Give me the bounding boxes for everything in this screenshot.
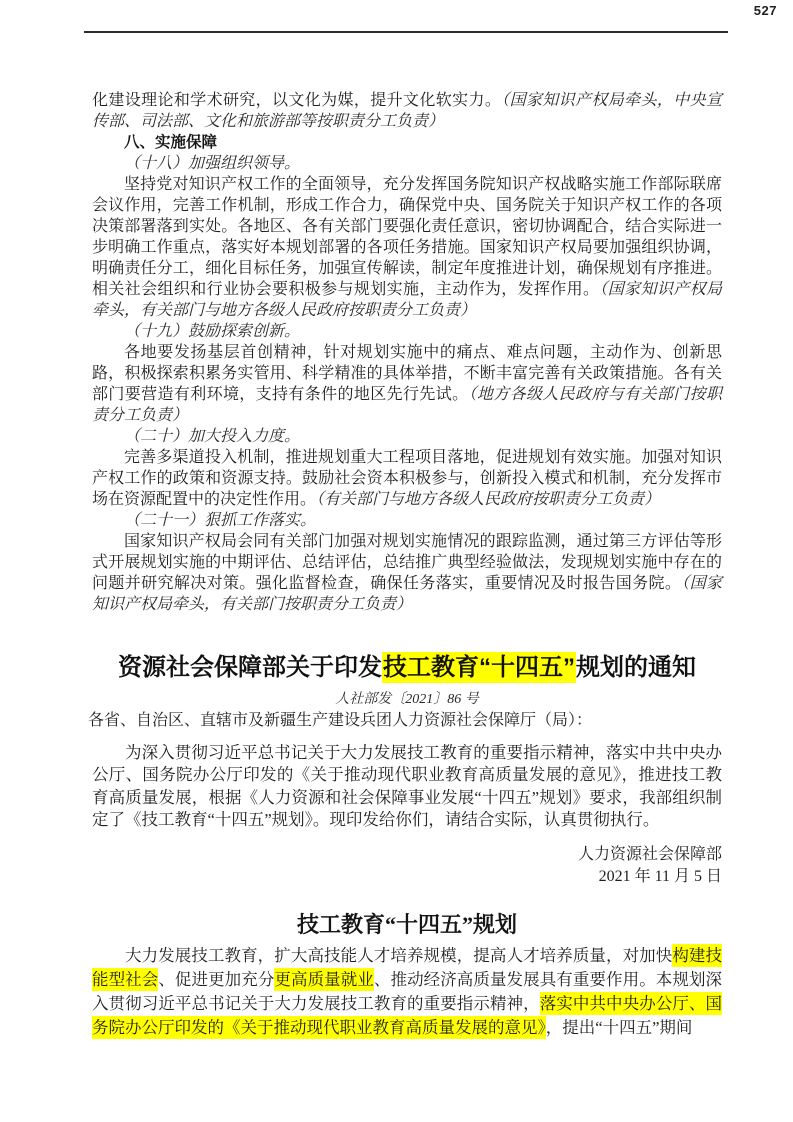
plan-intro-segment: 、推动经济高质量发展具有重要作用。本规划深入贯彻习近平总书记关于大力发展技工教育的重要指示精神， bbox=[92, 970, 723, 1013]
notice-title-pre: 资源社会保障部关于印发 bbox=[118, 654, 382, 681]
highlight-segment: 落实中共中央办公厅、国务院办公厅印发的《关于推动现代职业教育高质量发展的意见》 bbox=[92, 994, 723, 1037]
paragraph-20 bbox=[92, 447, 722, 510]
subsection-heading-20: （二十）加大投入力度。 bbox=[124, 428, 301, 445]
ipr-plan-continuation bbox=[92, 90, 722, 615]
salutation: 各省、自治区、直辖市及新疆生产建设兵团人力资源社会保障厅（局）： bbox=[88, 712, 593, 729]
plan-intro-paragraph bbox=[92, 944, 722, 1040]
paragraph-19-text: 各地要发扬基层首创精神，针对规划实施中的痛点、难点问题，主动作为、创新思路，积极探索积累务实管用、科学精准的具体举措，不断丰富完善有关政策措施。各有关部门要营造有利环境，支持有条件的地区先行先试。 bbox=[92, 344, 722, 403]
paragraph-20-text: 完善多渠道投入机制，推进规划重大工程项目落地，促进规划有效实施。加强对知识产权工作的政策和资源支持。鼓励社会资本积极参与，创新投入模式和机制，充分发挥市场在资源配置中的决定性作用。 bbox=[92, 449, 722, 508]
responsibility-attribution: （国家知识产权局牵头，中央宣传部、司法部、文化和旅游部等按职责分工负责） bbox=[92, 92, 722, 130]
plan-intro-segment: 、促进更加充分 bbox=[158, 970, 275, 989]
section-heading-8 bbox=[92, 132, 722, 153]
paragraph-culture-text: 化建设理论和学术研究，以文化为媒，提升文化软实力。 bbox=[92, 92, 502, 109]
highlight-segment: 更高质量就业 bbox=[274, 970, 374, 989]
header-rule bbox=[84, 31, 728, 33]
highlight-segment: 构建技能型社会 bbox=[92, 946, 723, 989]
plan-title: 技工教育“十四五”规划 bbox=[296, 912, 517, 937]
subsection-heading-21: （二十一）狠抓工作落实。 bbox=[124, 512, 317, 529]
paragraph-21-text: 国家知识产权局会同有关部门加强对规划实施情况的跟踪监测，通过第三方评估等形式开展规划实施的中期评估、总结评估，总结推广典型经验做法，发现规划实施中存在的问题并研究解决对策。强化监督检查，确保任务落实，重要情况及时报告国务院。 bbox=[92, 533, 722, 592]
paragraph-18 bbox=[92, 174, 722, 321]
page-number: 527 bbox=[753, 3, 777, 18]
responsibility-attribution: （有关部门与地方各级人民政府按职责分工负责） bbox=[316, 491, 661, 508]
document-number: 人社部发〔2021〕86 号 bbox=[335, 692, 479, 707]
signature-block bbox=[92, 844, 722, 888]
paragraph-18-text: 坚持党对知识产权工作的全面领导，充分发挥国务院知识产权战略实施工作部际联席会议作用，完善工作机制，形成工作合力，确保党中央、国务院关于知识产权工作的各项决策部署落到实处。各地区、各有关部门要强化责任意识，密切协调配合，结合实际进一步明确工作重点，落实好本规划部署的各项任务措施。国家知识产权局要加强组织协调，明确责任分工，细化目标任务，加强宣传解读，制定年度推进计划，确保规划有序推进。相关社会组织和行业协会要积极参与规划实施，主动作为，发挥作用。 bbox=[92, 176, 722, 298]
responsibility-attribution: （国家知识产权局牵头，有关部门按职责分工负责） bbox=[92, 575, 722, 613]
notice-title-post: 规划的通知 bbox=[576, 654, 696, 681]
plan-intro-segment: 大力发展技工教育，扩大高技能人才培养规模，提高人才培养质量，对加快 bbox=[125, 946, 673, 965]
responsibility-attribution: （地方各级人民政府与有关部门按职责分工负责） bbox=[92, 386, 722, 424]
subsection-heading-19: （十九）鼓励探索创新。 bbox=[124, 323, 301, 340]
notice-title-highlight: 技工教育“十四五” bbox=[383, 654, 575, 681]
subsection-heading-18: （十八）加强组织领导。 bbox=[124, 155, 301, 172]
responsibility-attribution: （国家知识产权局牵头，有关部门与地方各级人民政府按职责分工负责） bbox=[92, 281, 722, 319]
paragraph-21 bbox=[92, 531, 722, 615]
issuer-signature: 人力资源社会保障部 bbox=[577, 846, 722, 863]
section-heading-8-text: 八、实施保障 bbox=[124, 134, 218, 151]
issue-date: 2021 年 11 月 5 日 bbox=[598, 868, 722, 885]
notice-title bbox=[82, 652, 732, 684]
paragraph-19 bbox=[92, 342, 722, 426]
paragraph-culture bbox=[92, 90, 722, 132]
notice-body: 为深入贯彻习近平总书记关于大力发展技工教育的重要指示精神，落实中共中央办公厅、国务院办公厅印发的《关于推动现代职业教育高质量发展的意见》，推进技工教育高质量发展，根据《人力资源和社会保障事业发展“十四五”规划》要求，我部组织制定了《技工教育“十四五”规划》。现印发给你们，请结合实际，认真贯彻执行。 bbox=[92, 743, 722, 830]
plan-intro-segment: ，提出“十四五”期间 bbox=[545, 1018, 693, 1037]
